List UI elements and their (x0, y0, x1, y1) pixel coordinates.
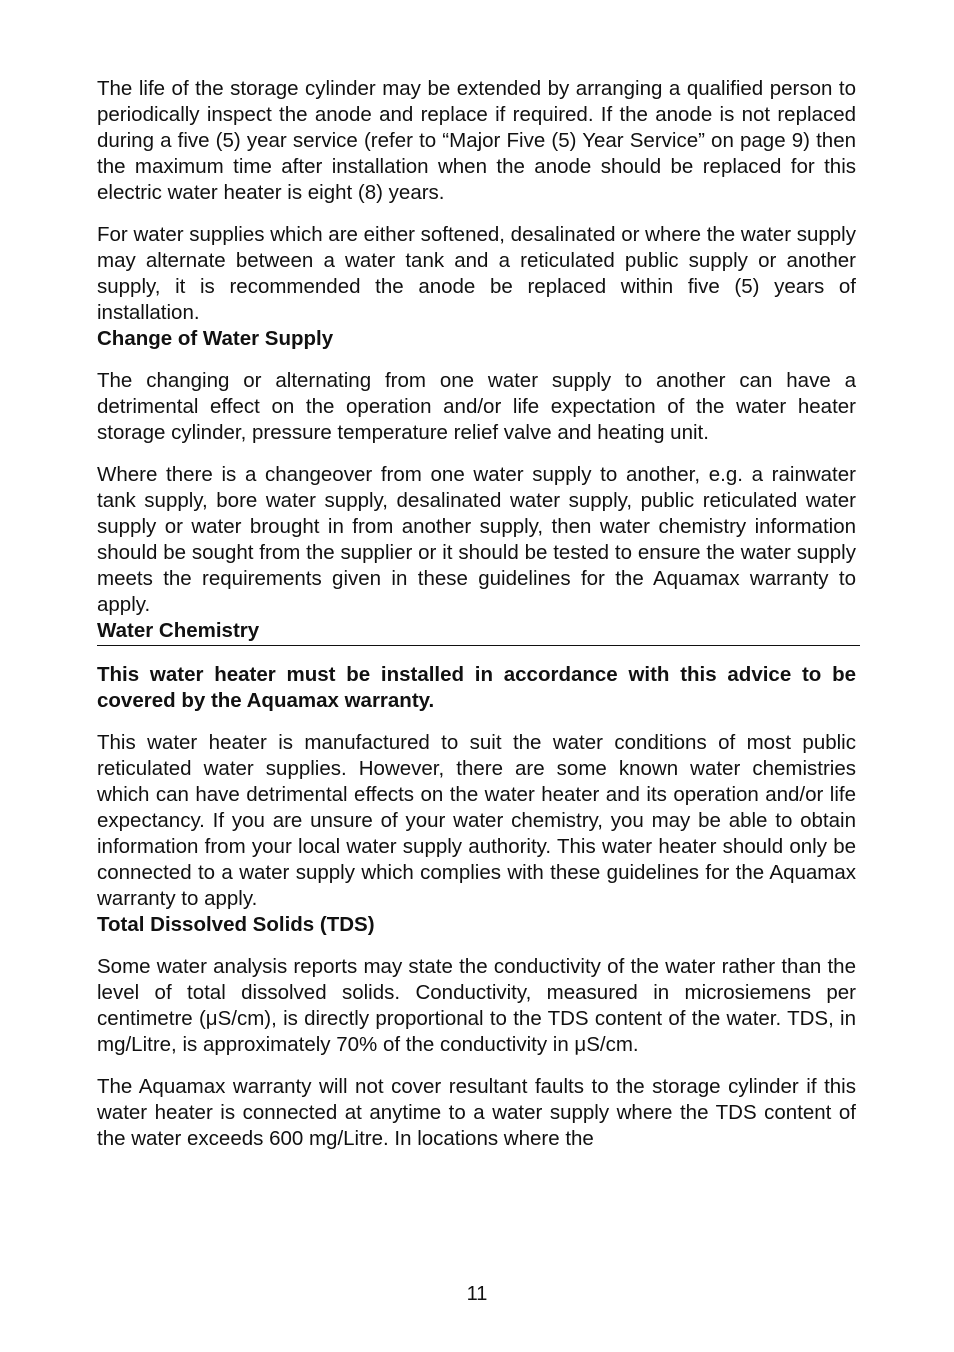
document-page (97, 76, 856, 1152)
heading-tds: Total Dissolved Solids (TDS) (97, 913, 375, 936)
paragraph-tds-warranty: The Aquamax warranty will not cover resultant faults to the storage cylinder if this water heater is connected at anytime to a water supply where the TDS content of the water exceeds 600 mg/Litre. In locations where the (97, 1075, 856, 1150)
heading-water-chemistry: Water Chemistry (97, 618, 860, 646)
heading-change-of-water-supply: Change of Water Supply (97, 327, 334, 350)
page-number: 11 (466, 1283, 488, 1305)
paragraph-water-chemistry: This water heater is manufactured to suit the water conditions of most public reticulated water supplies. However, there are some known water chemistries which can have detrimental effects on the water heater and its operation and/or life expectancy. If you are unsure of your water chemistry, you may be able to obtain information from your local water supply authority. This water heater should only be connected to a water supply which complies with these guidelines for the Aquamax warranty to apply. (97, 731, 856, 910)
paragraph-changeover: Where there is a changeover from one water supply to another, e.g. a rainwater tank supply, bore water supply, desalinated water supply, public reticulated water supply or water brought in from another supply, then water chemistry information should be sought from the supplier or it should be tested to ensure the water supply meets the requirements given in these guidelines for the Aquamax warranty to apply. (97, 463, 856, 616)
paragraph-anode-softened-supply: For water supplies which are either softened, desalinated or where the water supply may alternate between a water tank and a reticulated public supply or another supply, it is recommended the anode be replaced within five (5) years of installation. (97, 223, 856, 324)
paragraph-conductivity: Some water analysis reports may state the conductivity of the water rather than the level of total dissolved solids. Conductivity, measured in microsiemens per centimetre (μS/cm), is directly proportional to the TDS content of the water. TDS, in mg/Litre, is approximately 70% of the conductivity in μS/cm. (97, 955, 856, 1056)
paragraph-anode-life: The life of the storage cylinder may be extended by arranging a qualified person to periodically inspect the anode and replace if required. If the anode is not replaced during a five (5) year service (refer to “Major Five (5) Year Service” on page 9) then the maximum time after installation when the anode should be replaced for this electric water heater is eight (8) years. (97, 77, 856, 204)
paragraph-changing-supply: The changing or alternating from one water supply to another can have a detrimental effect on the operation and/or life expectation of the water heater storage cylinder, pressure temperature relief valve and heating unit. (97, 369, 856, 444)
notice-warranty-advice: This water heater must be installed in accordance with this advice to be covered by the Aquamax warranty. (97, 663, 856, 712)
